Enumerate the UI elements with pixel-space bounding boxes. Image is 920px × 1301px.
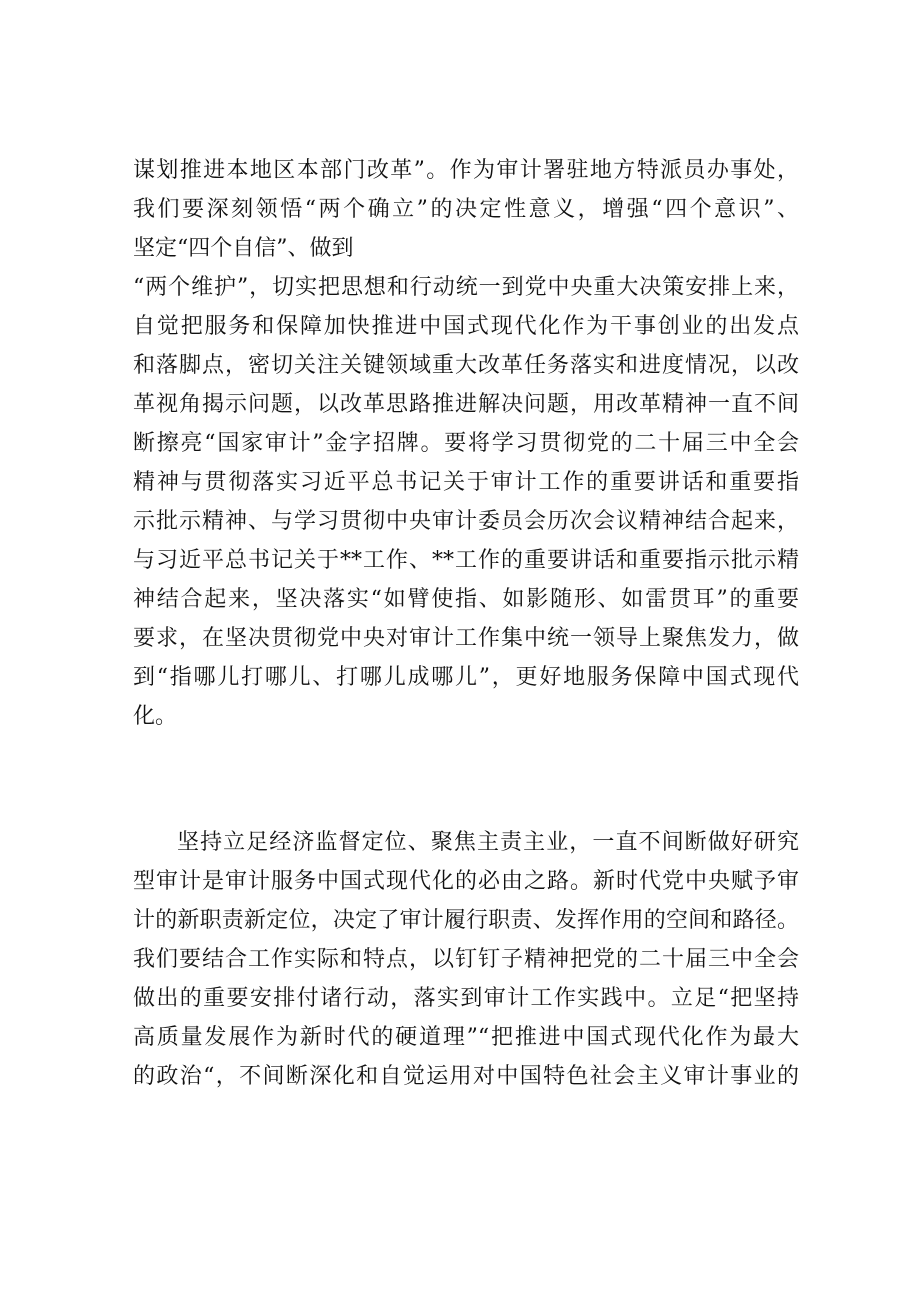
- text-line: 计的新职责新定位，决定了审计履行职责、发挥作用的空间和路径。: [133, 908, 799, 933]
- paragraph-2: [133, 823, 799, 1096]
- text-line: 型审计是审计服务中国式现代化的必由之路。新时代党中央赋予审: [133, 869, 799, 894]
- text-line: 革视角揭示问题，以改革思路推进解决问题，用改革精神一直不间: [133, 392, 799, 417]
- text-line: 和落脚点，密切关注关键领域重大改革任务落实和进度情况，以改: [133, 353, 799, 378]
- text-line: 精神与贯彻落实习近平总书记关于审计工作的重要讲话和重要指: [133, 470, 799, 495]
- text-line: 的政治“，不间断深化和自觉运用对中国特色社会主义审计事业的: [133, 1064, 799, 1089]
- text-line: 示批示精神、与学习贯彻中央审计委员会历次会议精神结合起来，: [133, 509, 799, 534]
- text-line: 与习近平总书记关于**工作、**工作的重要讲话和重要指示批示精: [133, 548, 799, 573]
- paragraph-1: [133, 151, 799, 736]
- text-line: 坚定“四个自信”、做到: [133, 236, 354, 261]
- text-line: 到“指哪儿打哪儿、打哪儿成哪儿”，更好地服务保障中国式现代: [133, 665, 799, 690]
- text-line: 化。: [133, 704, 178, 729]
- text-line: 自觉把服务和保障加快推进中国式现代化作为干事创业的出发点: [133, 314, 799, 339]
- text-line: 我们要深刻领悟“两个确立”的决定性意义，增强“四个意识”、: [133, 197, 799, 222]
- text-line: 做出的重要安排付诸行动，落实到审计工作实践中。立足“把坚持: [133, 986, 799, 1011]
- text-line: 我们要结合工作实际和特点，以钉钉子精神把党的二十届三中全会: [133, 947, 799, 972]
- text-line: 神结合起来，坚决落实“如臂使指、如影随形、如雷贯耳”的重要: [133, 587, 799, 612]
- text-line: 要求，在坚决贯彻党中央对审计工作集中统一领导上聚焦发力，做: [133, 626, 799, 651]
- text-line: “两个维护”，切实把思想和行动统一到党中央重大决策安排上来，: [133, 275, 799, 300]
- text-line: 断擦亮“国家审计”金字招牌。要将学习贯彻党的二十届三中全会: [133, 431, 799, 456]
- text-line: 谋划推进本地区本部门改革”。作为审计署驻地方特派员办事处，: [133, 158, 799, 183]
- text-line: 高质量发展作为新时代的硬道理”“把推进中国式现代化作为最大: [133, 1025, 799, 1050]
- text-line: 坚持立足经济监督定位、聚焦主责主业，一直不间断做好研究: [177, 830, 799, 855]
